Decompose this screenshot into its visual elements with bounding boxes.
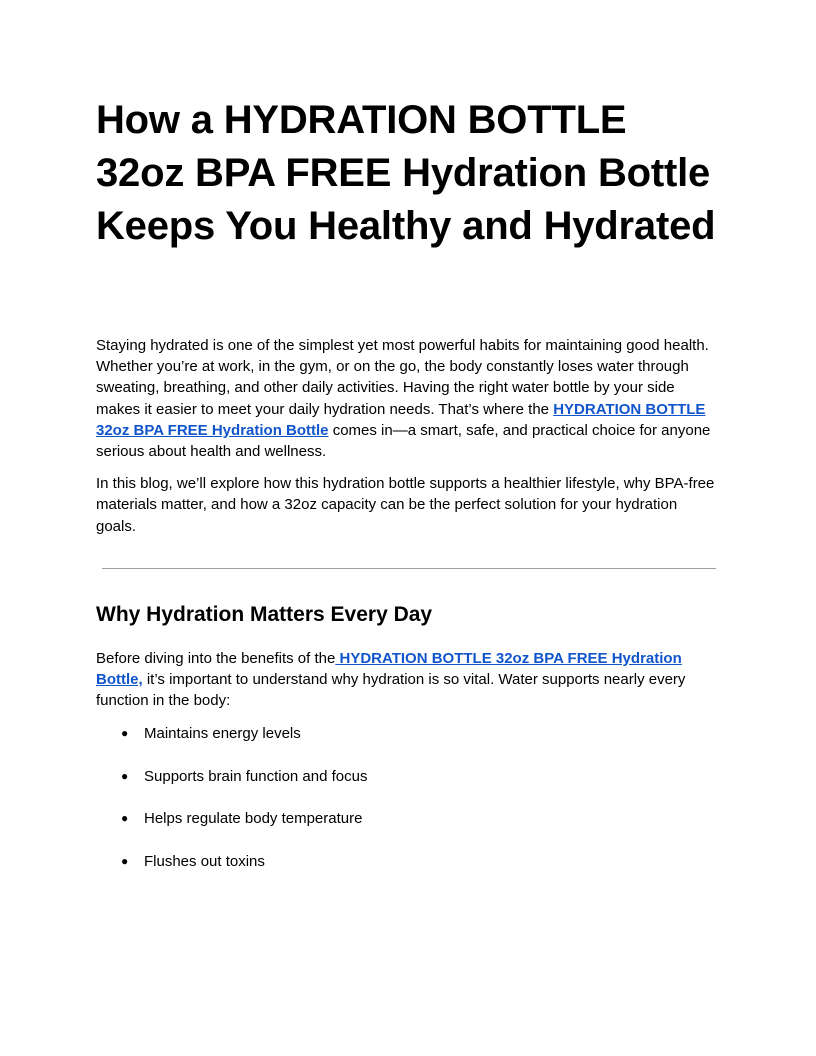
document-page [96,94,720,893]
section-text-before-link: Before diving into the benefits of the [96,649,336,667]
section-text-after-link: it’s important to understand why hydration is so vital. Water supports nearly every function in the body: [96,671,686,710]
list-item [96,766,720,787]
bullet-icon: ● [121,768,129,783]
list-item-text: Helps regulate body temperature [144,810,363,828]
intro-text-after-link: comes in—a smart, safe, and practical choice for anyone serious about health and wellness. [96,421,711,461]
blog-intro-paragraph: In this blog, we’ll explore how this hydration bottle supports a healthier lifestyle, why BPA-free materials matter, and how a 32oz capacity can be the perfect solution for your hydration goals. [96,475,715,535]
section-divider [102,568,716,569]
list-item-text: Flushes out toxins [144,852,265,870]
bullet-icon: ● [121,726,129,741]
intro-paragraph [96,335,720,462]
page-title: How a HYDRATION BOTTLE 32oz BPA FREE Hydration Bottle Keeps You Healthy and Hydrated [96,98,716,248]
list-item [96,723,720,744]
bullet-icon: ● [121,853,129,868]
section-heading: Why Hydration Matters Every Day [96,602,433,626]
benefits-list [96,723,720,872]
product-link-2[interactable]: HYDRATION BOTTLE 32oz BPA FREE Hydration Bottle, [96,649,682,689]
list-item [96,851,720,872]
list-item [96,808,720,829]
product-link[interactable]: HYDRATION BOTTLE 32oz BPA FREE Hydration Bottle [96,400,706,439]
list-item-text: Supports brain function and focus [144,767,368,785]
bullet-icon: ● [121,811,129,826]
list-item-text: Maintains energy levels [144,725,301,743]
section-paragraph [96,648,720,712]
intro-text-before-link: Staying hydrated is one of the simplest yet most powerful habits for maintaining good health. Whether you’re at work, in the gym, or on the go, the body constantly loses water through sweating, breathing, and other daily activities. Having the right water bottle by your side makes it easier to meet your daily hydration needs. That’s where the [96,337,709,418]
